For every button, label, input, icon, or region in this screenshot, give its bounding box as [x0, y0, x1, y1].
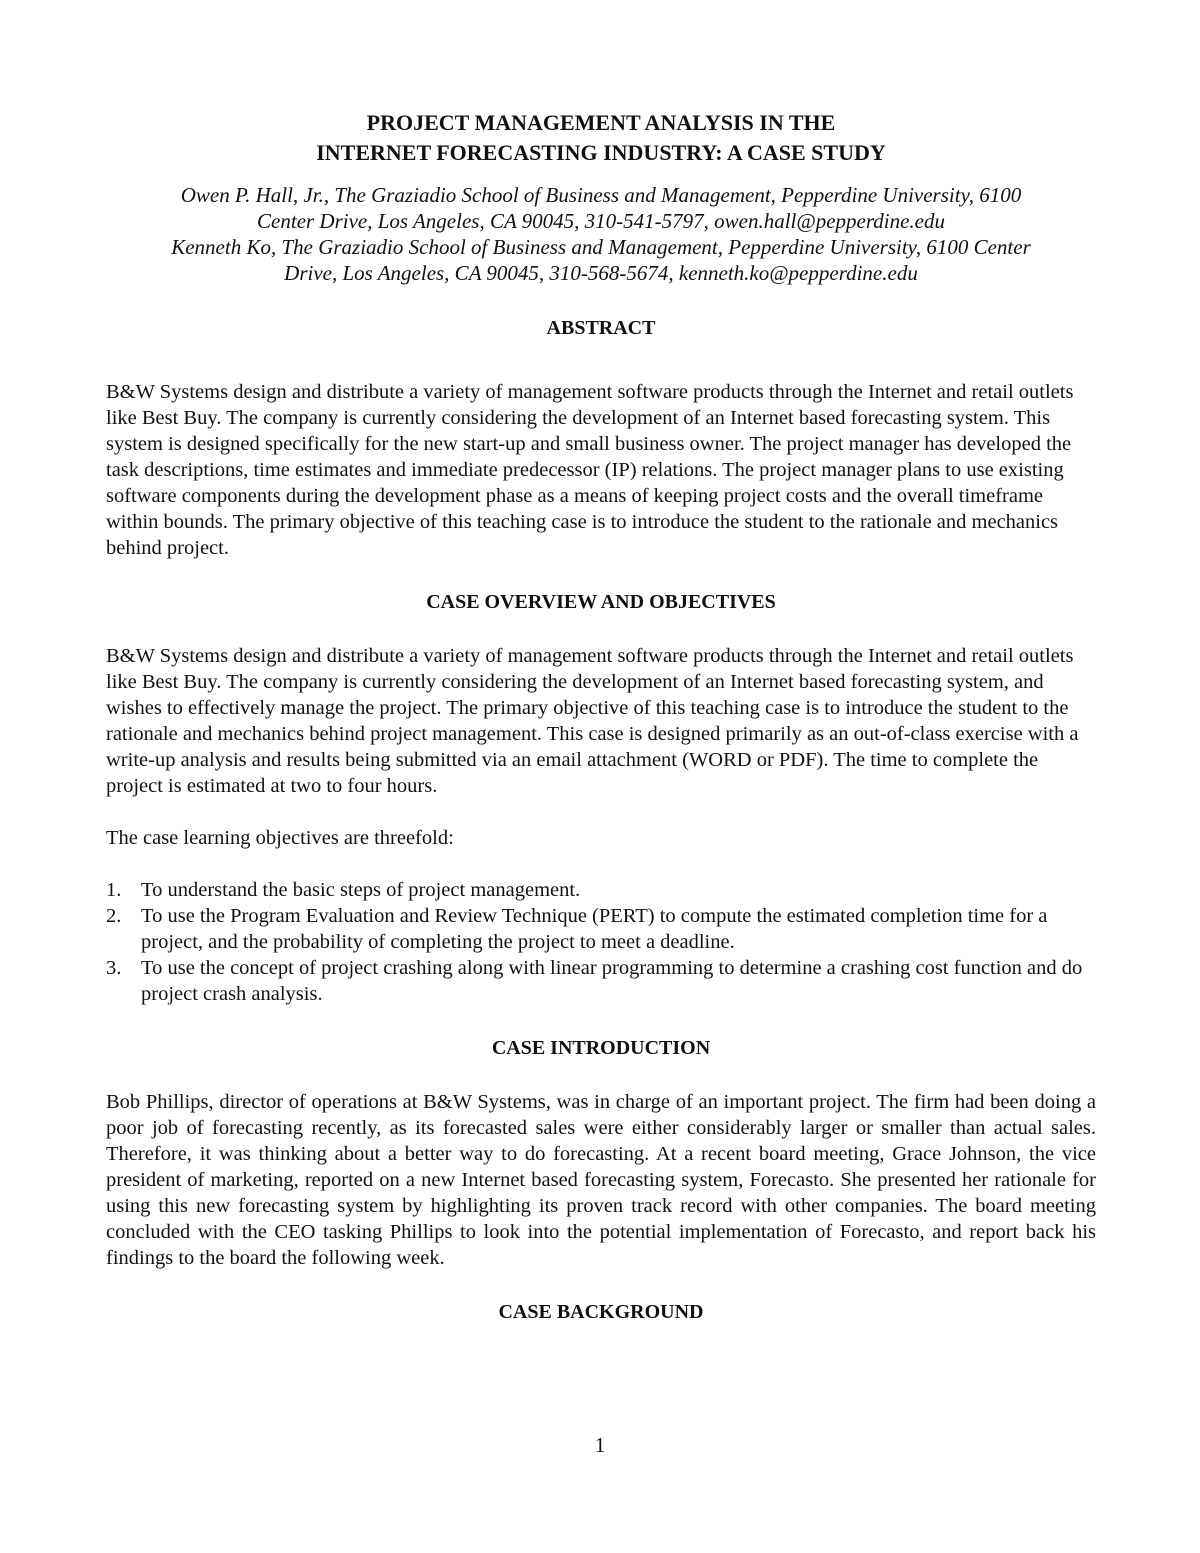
title-line-1: PROJECT MANAGEMENT ANALYSIS IN THE	[366, 110, 836, 135]
overview-text: B&W Systems design and distribute a variety of management software products through the Internet and retail outlets like Best Buy. The company is currently considering the development of an Internet based forecasting system, and wishes to effectively manage the project. The primary objective of this teaching case is to introduce the student to the rationale and mechanics behind project management. This case is designed primarily as an out-of-class exercise with a write-up analysis and results being submitted via an email attachment (WORD or PDF). The time to complete the project is estimated at two to four hours.	[106, 645, 1079, 797]
list-item	[106, 955, 1096, 1007]
document-page	[106, 108, 1096, 1325]
list-item-number: 2.	[106, 905, 122, 927]
author-1-line-2: Center Drive, Los Angeles, CA 90045, 310-541-5797, owen.hall@pepperdine.edu	[257, 209, 945, 233]
abstract-text: B&W Systems design and distribute a variety of management software products through the Internet and retail outlets like Best Buy. The company is currently considering the development of an Internet based forecasting system. This system is designed specifically for the new start-up and small business owner. The project manager has developed the task descriptions, time estimates and immediate predecessor (IP) relations. The project manager plans to use existing software components during the development phase as a means of keeping project costs and the overall timeframe within bounds. The primary objective of this teaching case is to introduce the student to the rationale and mechanics behind project.	[106, 381, 1074, 559]
paper-title	[106, 108, 1096, 168]
background-heading: CASE BACKGROUND	[498, 1301, 704, 1323]
list-item	[106, 903, 1096, 955]
overview-heading: CASE OVERVIEW AND OBJECTIVES	[426, 591, 776, 613]
page-number: 1	[594, 1433, 606, 1457]
author-2-line-1: Kenneth Ko, The Graziadio School of Business and Management, Pepperdine University, 6100 Center	[171, 235, 1031, 259]
list-item	[106, 877, 1096, 903]
author-2-line-2: Drive, Los Angeles, CA 90045, 310-568-5674, kenneth.ko@pepperdine.edu	[284, 261, 918, 285]
objectives-list	[106, 877, 1096, 1007]
author-1-line-1: Owen P. Hall, Jr., The Graziadio School of Business and Management, Pepperdine University, 6100	[180, 183, 1022, 207]
list-item-text: To understand the basic steps of project management.	[141, 879, 581, 901]
list-item-number: 1.	[106, 879, 122, 901]
introduction-heading: CASE INTRODUCTION	[491, 1037, 711, 1059]
list-item-number: 3.	[106, 957, 122, 979]
objectives-intro: The case learning objectives are threefold:	[106, 827, 454, 849]
list-item-text: To use the Program Evaluation and Review Technique (PERT) to compute the estimated completion time for a project, and the probability of completing the project to meet a deadline.	[141, 905, 1048, 953]
introduction-text: Bob Phillips, director of operations at B&W Systems, was in charge of an important project. The firm had been doing a poor job of forecasting recently, as its forecasted sales were either considerably larger or smaller than actual sales. Therefore, it was thinking about a better way to do forecasting. At a recent board meeting, Grace Johnson, the vice president of marketing, reported on a new Internet based forecasting system, Forecasto. She presented her rationale for using this new forecasting system by highlighting its proven track record with other companies. The board meeting concluded with the CEO tasking Phillips to look into the potential implementation of Forecasto, and report back his findings to the board the following week.	[106, 1091, 1096, 1269]
title-line-2: INTERNET FORECASTING INDUSTRY: A CASE STUDY	[316, 140, 886, 165]
list-item-text: To use the concept of project crashing along with linear programming to determine a crashing cost function and do project crash analysis.	[141, 957, 1083, 1005]
abstract-heading: ABSTRACT	[546, 317, 656, 339]
author-block	[106, 182, 1096, 286]
